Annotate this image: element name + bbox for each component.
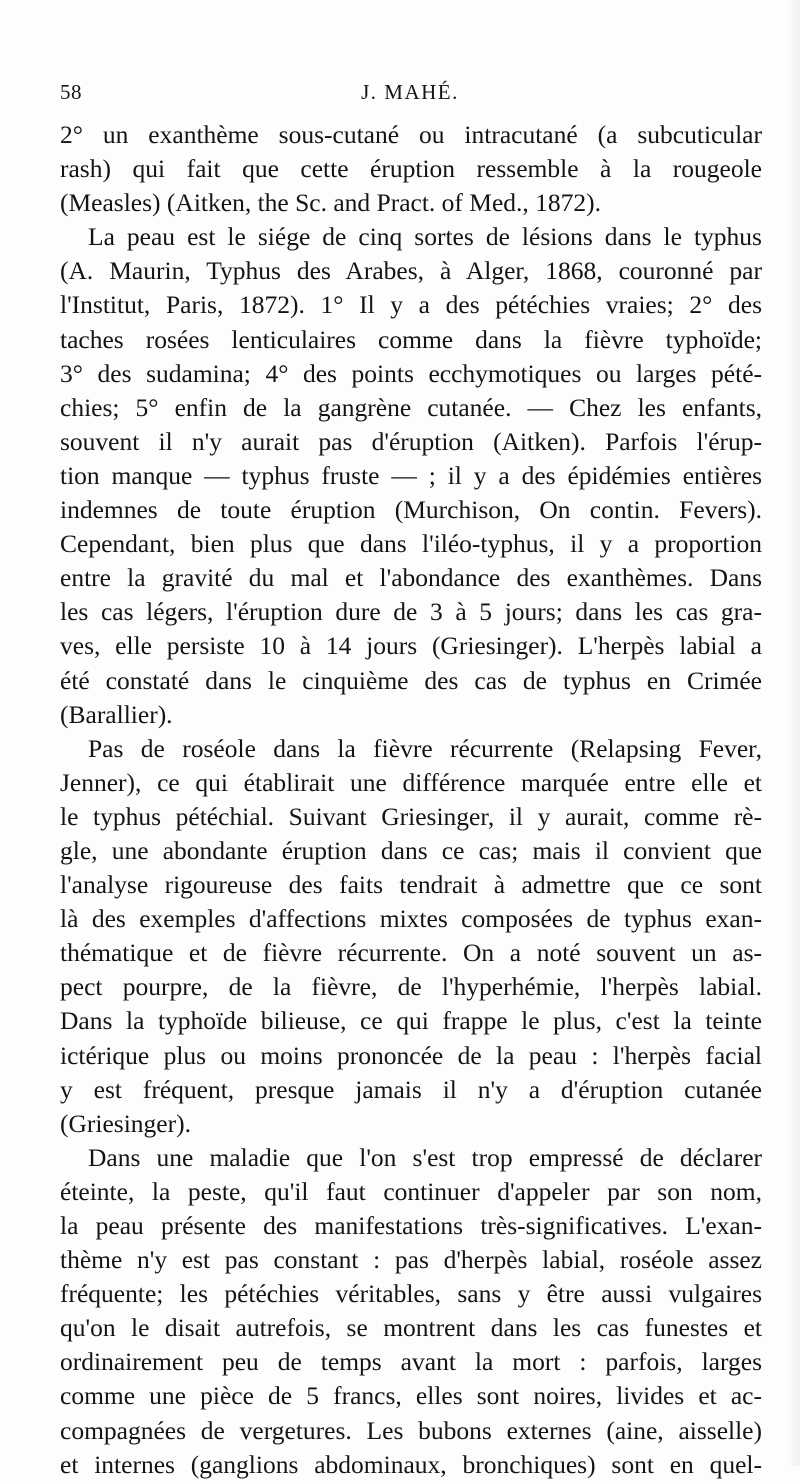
running-head: J. MAHÉ. xyxy=(361,80,459,104)
text-line: et internes (ganglions abdominaux, bronchiques) sont en quel- xyxy=(60,1449,762,1479)
text-line: Pas de roséole dans la fièvre récurrente (Relapsing Fever, xyxy=(88,733,762,763)
page-header xyxy=(60,80,760,114)
page-number: 58 xyxy=(60,80,82,104)
text-line: éteinte, la peste, qu'il faut continuer d'appeler par son nom, xyxy=(60,1176,762,1206)
text-line: pect pourpre, de la fièvre, de l'hyperhémie, l'herpès labial. xyxy=(60,972,762,1002)
text-line: fréquente; les pétéchies véritables, sans y être aussi vulgaires xyxy=(60,1279,762,1309)
text-line: Dans la typhoïde bilieuse, ce qui frappe le plus, c'est la teinte xyxy=(60,1006,762,1036)
text-line: le typhus pétéchial. Suivant Griesinger, il y aurait, comme rè- xyxy=(60,801,762,831)
text-line: Jenner), ce qui établirait une différence marquée entre elle et xyxy=(60,767,762,797)
text-line: Dans une maladie que l'on s'est trop empressé de déclarer xyxy=(88,1142,762,1172)
text-line: gle, une abondante éruption dans ce cas; mais il convient que xyxy=(60,835,762,865)
page-edge-shadow xyxy=(786,0,800,1466)
text-line: là des exemples d'affections mixtes composées de typhus exan- xyxy=(60,904,762,934)
text-line: chies; 5° enfin de la gangrène cutanée. — Chez les enfants, xyxy=(60,392,762,422)
text-line: entre la gravité du mal et l'abondance des exanthèmes. Dans xyxy=(60,563,762,593)
text-line: ictérique plus ou moins prononcée de la peau : l'herpès facial xyxy=(60,1040,762,1070)
text-line: ves, elle persiste 10 à 14 jours (Griesinger). L'herpès labial a xyxy=(60,631,762,661)
text-line: 3° des sudamina; 4° des points ecchymotiques ou larges pété- xyxy=(60,358,762,388)
text-line: qu'on le disait autrefois, se montrent dans les cas funestes et xyxy=(60,1313,762,1343)
text-line: 2° un exanthème sous-cutané ou intracutané (a subcuticular xyxy=(60,120,762,149)
text-line: les cas légers, l'éruption dure de 3 à 5 jours; dans les cas gra- xyxy=(60,597,762,627)
text-line: rash) qui fait que cette éruption ressemble à la rougeole xyxy=(60,154,762,184)
body-text xyxy=(60,118,762,1482)
text-line: l'analyse rigoureuse des faits tendrait à admettre que ce sont xyxy=(60,870,762,900)
text-line: thématique et de fièvre récurrente. On a noté souvent un as- xyxy=(60,938,762,968)
text-line: (Griesinger). xyxy=(60,1108,191,1138)
text-line: thème n'y est pas constant : pas d'herpès labial, roséole assez xyxy=(60,1245,762,1275)
text-line: ordinairement peu de temps avant la mort : parfois, larges xyxy=(60,1347,762,1377)
text-line: Cependant, bien plus que dans l'iléo-typhus, il y a proportion xyxy=(60,529,762,559)
text-line: tion manque — typhus fruste — ; il y a des épidémies entières xyxy=(60,460,762,490)
text-line: (Barallier). xyxy=(60,699,173,729)
text-line: comme une pièce de 5 francs, elles sont noires, livides et ac- xyxy=(60,1381,762,1411)
text-line: (Measles) (Aitken, the Sc. and Pract. of Med., 1872). xyxy=(60,188,602,218)
text-line: taches rosées lenticulaires comme dans la fièvre typhoïde; xyxy=(60,324,762,354)
text-line: y est fréquent, presque jamais il n'y a d'éruption cutanée xyxy=(60,1074,762,1104)
text-line: (A. Maurin, Typhus des Arabes, à Alger, 1868, couronné par xyxy=(60,256,762,286)
text-line: été constaté dans le cinquième des cas de typhus en Crimée xyxy=(60,665,762,695)
text-line: la peau présente des manifestations très-significatives. L'exan- xyxy=(60,1211,762,1240)
text-line: compagnées de vergetures. Les bubons externes (aine, aisselle) xyxy=(60,1415,762,1445)
text-line: l'Institut, Paris, 1872). 1° Il y a des pétéchies vraies; 2° des xyxy=(60,290,762,320)
text-line: souvent il n'y aurait pas d'éruption (Aitken). Parfois l'érup- xyxy=(60,426,762,456)
text-line: indemnes de toute éruption (Murchison, On contin. Fevers). xyxy=(60,495,762,525)
text-line: La peau est le siége de cinq sortes de lésions dans le typhus xyxy=(88,222,762,252)
